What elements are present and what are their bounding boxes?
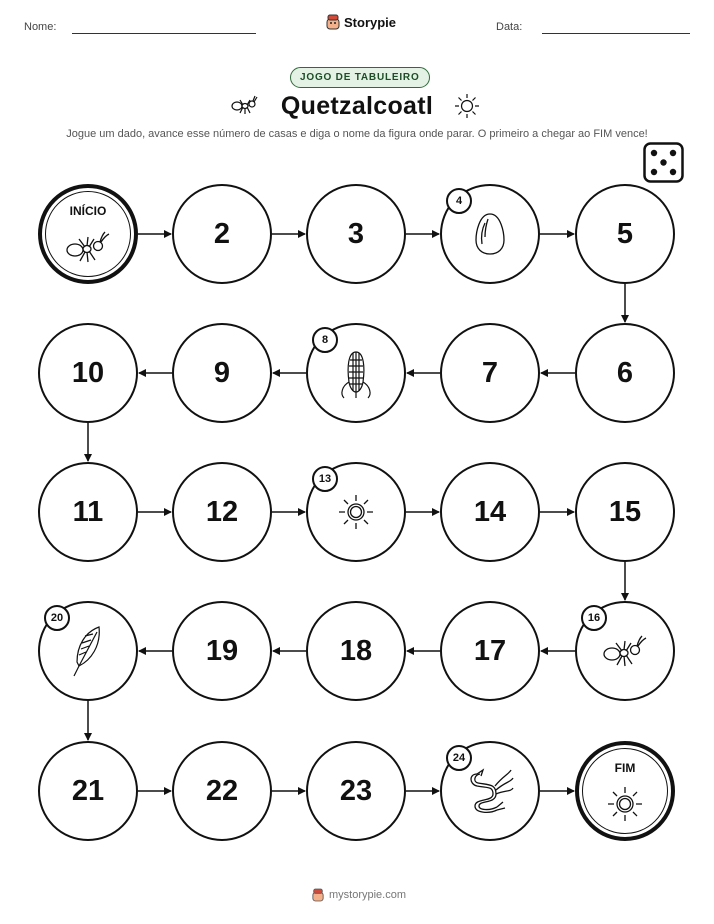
board-space-11	[38, 462, 138, 562]
board-space-18	[306, 601, 406, 701]
instructions: Jogue um dado, avance esse número de casas e diga o nome da figura onde parar. O primeiro a chegar ao FIM vence!	[66, 128, 648, 140]
board-space-21	[38, 741, 138, 841]
space-number-badge: 24	[446, 745, 472, 771]
space-number: 6	[616, 356, 634, 389]
finish-space	[575, 741, 675, 841]
board-space-13	[306, 462, 406, 562]
corn-icon	[336, 346, 376, 400]
finish-label: FIM	[614, 761, 636, 775]
game-type-badge: JOGO DE TABULEIRO	[290, 67, 430, 88]
space-number: 22	[205, 774, 239, 807]
board-space-22	[172, 741, 272, 841]
space-number: 5	[616, 217, 634, 250]
space-number: 10	[71, 356, 105, 389]
start-space	[38, 184, 138, 284]
space-number: 9	[213, 356, 231, 389]
space-number-badge: 13	[312, 466, 338, 492]
space-number: 12	[205, 495, 239, 528]
sun-icon	[336, 492, 376, 532]
space-number: 7	[481, 356, 499, 389]
space-number: 3	[347, 217, 365, 250]
board-space-12	[172, 462, 272, 562]
board-space-19	[172, 601, 272, 701]
brand-name: Storypie	[344, 14, 397, 30]
date-label: Data:	[496, 21, 523, 33]
board-space-14	[440, 462, 540, 562]
board-space-3	[306, 184, 406, 284]
footer	[312, 888, 406, 902]
sun-icon	[605, 784, 645, 824]
serpent-icon	[465, 766, 515, 816]
board-space-4	[440, 184, 540, 284]
board-space-17	[440, 601, 540, 701]
space-number-badge: 20	[44, 605, 70, 631]
board-space-2	[172, 184, 272, 284]
board-space-5	[575, 184, 675, 284]
board-space-20	[38, 601, 138, 701]
space-number: 2	[213, 217, 231, 250]
space-number: 21	[71, 774, 105, 807]
feather-icon	[71, 624, 105, 678]
ant-icon	[65, 230, 111, 264]
footer-site[interactable]: mystorypie.com	[329, 889, 407, 901]
board-space-6	[575, 323, 675, 423]
board-space-8	[306, 323, 406, 423]
space-number: 11	[72, 495, 104, 528]
board-space-10	[38, 323, 138, 423]
storypie-mascot-icon	[312, 888, 324, 902]
board-space-15	[575, 462, 675, 562]
board-space-23	[306, 741, 406, 841]
board-space-24	[440, 741, 540, 841]
ant-icon	[602, 634, 648, 668]
start-label: INÍCIO	[69, 204, 107, 218]
space-number-badge: 16	[581, 605, 607, 631]
space-number: 15	[608, 495, 642, 528]
egg-icon	[473, 211, 507, 257]
space-number: 19	[205, 634, 239, 667]
board-space-16	[575, 601, 675, 701]
name-label: Nome:	[24, 21, 57, 33]
board-space-9	[172, 323, 272, 423]
board-space-7	[440, 323, 540, 423]
space-number: 17	[473, 634, 507, 667]
page-title: Quetzalcoatl	[280, 92, 434, 120]
space-number-badge: 8	[312, 327, 338, 353]
space-number: 14	[473, 495, 507, 528]
space-number: 23	[339, 774, 373, 807]
space-number-badge: 4	[446, 188, 472, 214]
space-number: 18	[339, 634, 373, 667]
